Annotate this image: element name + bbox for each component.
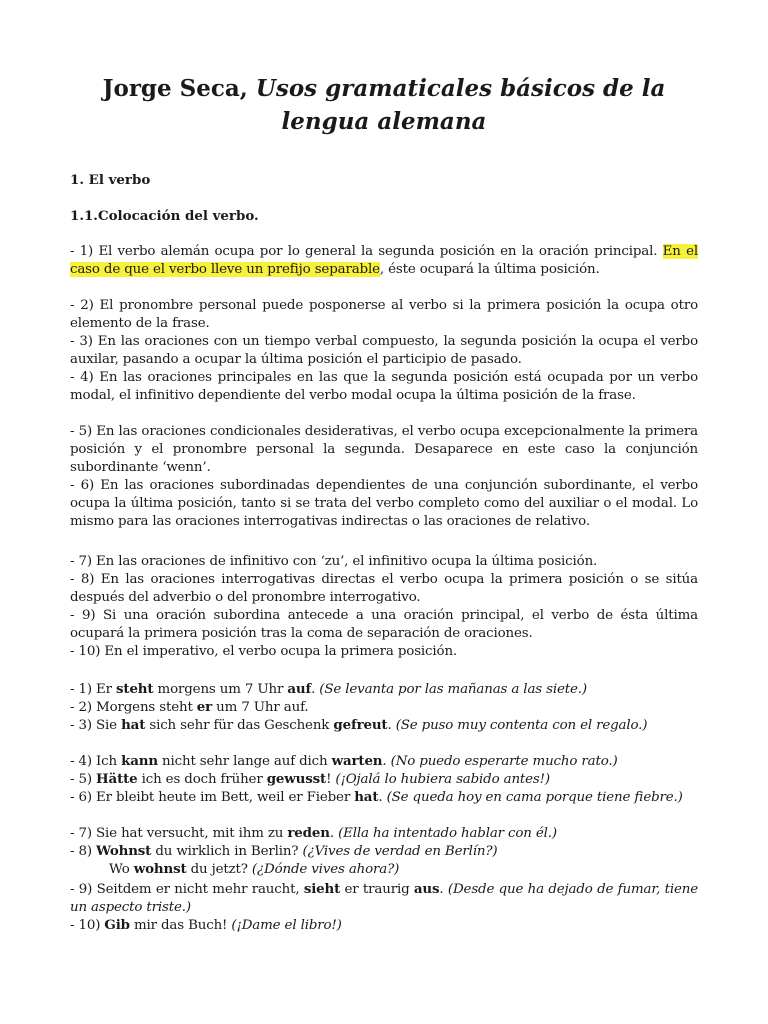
example-10: - 10) Gib mir das Buch! (¡Dame el libro!) bbox=[70, 917, 342, 933]
example-2: - 2) Morgens steht er um 7 Uhr auf. bbox=[70, 699, 309, 715]
section-heading: 1. El verbo bbox=[70, 172, 151, 188]
rule-6: - 6) En las oraciones subordinadas dependientes de una conjunción subordinante, el verbo ocupa la última posición, tanto si se trata del verbo completo como del auxiliar o el modal. Lo mismo para las oraciones interrogativas indirectas o las oraciones de relativo. bbox=[70, 478, 698, 529]
page-title bbox=[70, 72, 698, 138]
rule-8: - 8) En las oraciones interrogativas directas el verbo ocupa la primera posición o se sitúa después del adverbio o del pronombre interrogativo. bbox=[70, 572, 698, 605]
rule-9: - 9) Si una oración subordina antecede a una oración principal, el verbo de ésta última ocupará la primera posición tras la coma de separación de oraciones. bbox=[70, 608, 698, 641]
subsection-heading: 1.1.Colocación del verbo. bbox=[70, 208, 259, 224]
rule-10: - 10) En el imperativo, el verbo ocupa la primera posición. bbox=[70, 644, 458, 659]
rule-7: - 7) En las oraciones de infinitivo con ‘zu’, el infinitivo ocupa la última posición. bbox=[70, 554, 598, 569]
example-1: - 1) Er steht morgens um 7 Uhr auf. (Se levanta por las mañanas a las siete.) bbox=[70, 681, 587, 697]
title-author: Jorge Seca, bbox=[102, 75, 256, 102]
example-5: - 5) Hätte ich es doch früher gewusst! (¡Ojalá lo hubiera sabido antes!) bbox=[70, 771, 550, 787]
rule-1: - 1) El verbo alemán ocupa por lo general la segunda posición en la oración principal. En el caso de que el verbo lleve un prefijo separable, éste ocupará la última posición. bbox=[70, 244, 698, 277]
title-work: Usos gramaticales básicos de la lengua alemana bbox=[255, 75, 666, 135]
highlighted-text: En el caso de que el verbo lleve un prefijo separable bbox=[70, 244, 698, 277]
example-3: - 3) Sie hat sich sehr für das Geschenk gefreut. (Se puso muy contenta con el regalo.) bbox=[70, 717, 648, 733]
example-8a: - 8) Wohnst du wirklich in Berlin? (¿Vives de verdad en Berlín?) bbox=[70, 843, 498, 859]
rule-5: - 5) En las oraciones condicionales desiderativas, el verbo ocupa excepcionalmente la primera posición y el pronombre personal la segunda. Desaparece en este caso la conjunción subordinante ‘wenn’. bbox=[70, 424, 698, 475]
rule-3: - 3) En las oraciones con un tiempo verbal compuesto, la segunda posición la ocupa el verbo auxilar, pasando a ocupar la última posición el participio de pasado. bbox=[70, 334, 698, 367]
example-4: - 4) Ich kann nicht sehr lange auf dich warten. (No puedo esperarte mucho rato.) bbox=[70, 753, 618, 769]
example-6: - 6) Er bleibt heute im Bett, weil er Fieber hat. (Se queda hoy en cama porque tiene fiebre.) bbox=[70, 789, 683, 805]
rule-4: - 4) En las oraciones principales en las que la segunda posición está ocupada por un verbo modal, el infinitivo dependiente del verbo modal ocupa la última posición de la frase. bbox=[70, 370, 698, 403]
example-8b: Wo wohnst du jetzt? (¿Dónde vives ahora?) bbox=[109, 861, 400, 877]
rule-2: - 2) El pronombre personal puede posponerse al verbo si la primera posición la ocupa otro elemento de la frase. bbox=[70, 298, 698, 331]
example-7: - 7) Sie hat versucht, mit ihm zu reden. (Ella ha intentado hablar con él.) bbox=[70, 825, 557, 841]
example-9: - 9) Seitdem er nicht mehr raucht, sieht er traurig aus. (Desde que ha dejado de fumar, tiene un aspecto triste.) bbox=[70, 881, 698, 915]
